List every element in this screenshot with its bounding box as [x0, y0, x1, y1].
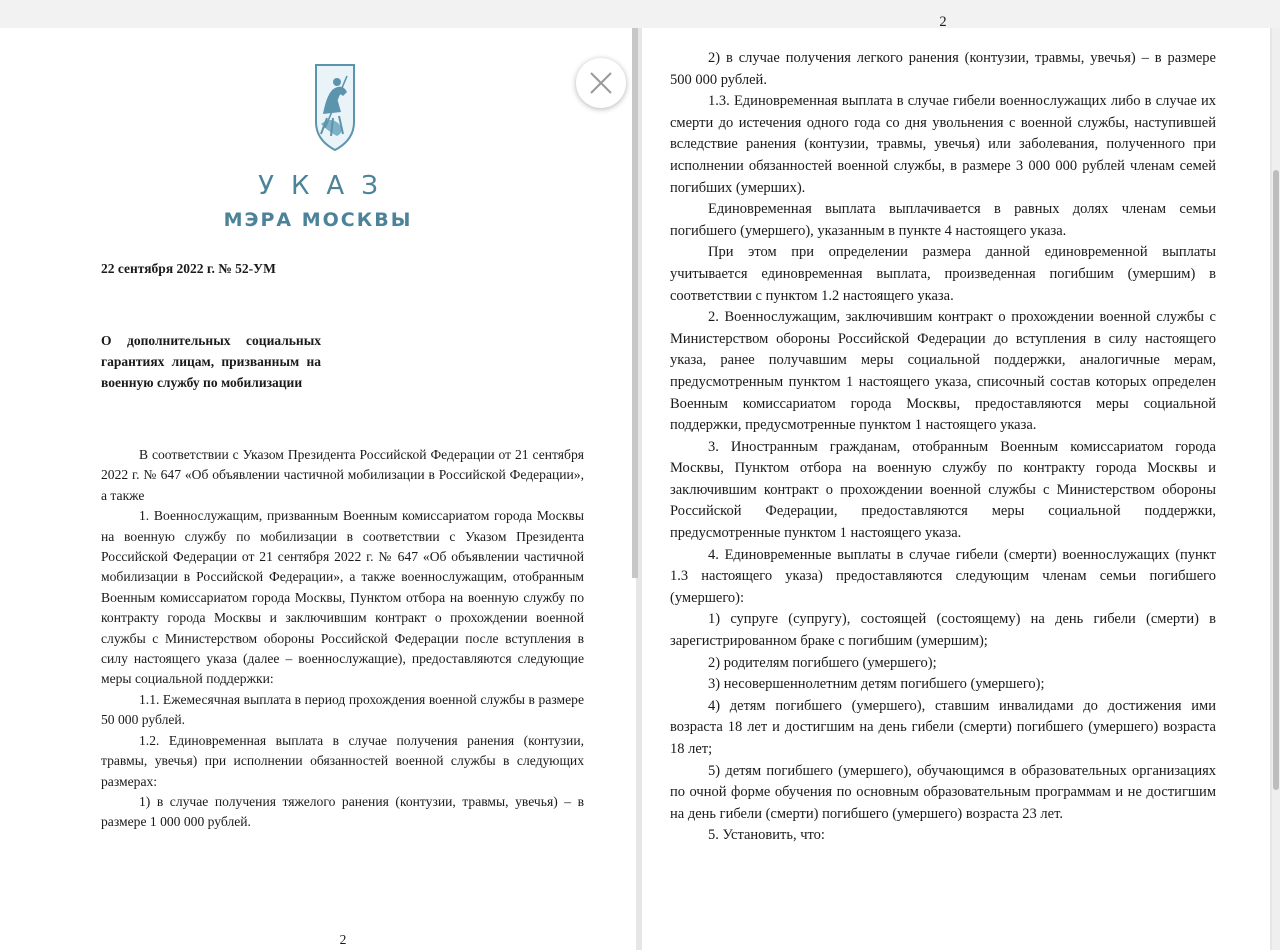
- paragraph: Единовременная выплата выплачивается в равных долях членам семьи погибшего (умершего), указанным в пункте 4 настоящего указа.: [670, 201, 1216, 239]
- paragraph: 1.1. Ежемесячная выплата в период прохождения военной службы в размере 50 000 рублей.: [101, 691, 584, 728]
- paragraph: 3. Иностранным гражданам, отобранным Военным комиссариатом города Москвы, Пунктом отбора на военную службу по контракту города Москвы и заключившим контракт о прохождении военной службы с Министерством обороны Российской Федерации, предоставляются меры социальной поддержки, предусмотренные пунктом 1 настоящего указа.: [670, 438, 1216, 542]
- paragraph: 3) несовершеннолетним детям погибшего (умершего);: [708, 676, 1045, 693]
- close-icon: [588, 70, 614, 96]
- paragraph: 1) в случае получения тяжелого ранения (контузии, травмы, увечья) – в размере 1 000 000 рублей.: [101, 793, 584, 830]
- page-2-body: [670, 48, 1216, 847]
- page-1-body: [101, 445, 584, 833]
- scrollbar-thumb[interactable]: [1273, 170, 1279, 790]
- close-button[interactable]: [576, 58, 626, 108]
- paragraph: 2) в случае получения легкого ранения (контузии, травмы, увечья) – в размере 500 000 рублей.: [670, 50, 1216, 88]
- paragraph: 2) родителям погибшего (умершего);: [708, 654, 937, 671]
- decree-title: УКАЗ: [258, 171, 395, 201]
- paragraph: 1) супруге (супругу), состоящей (состоящему) на день гибели (смерти) в зарегистрированном браке с погибшим (умершим);: [670, 611, 1216, 650]
- paragraph: 1. Военнослужащим, призванным Военным комиссариатом города Москвы на военную службу по мобилизации в соответствии с Указом Президента Российской Федерации от 21 сентября 2022 г. № 647 «Об объявлении частичной мобилизации в Российской Федерации», а также военнослужащим, отобранным Военным комиссариатом города Москвы, Пунктом отбора на военную службу по контракту города Москвы и заключившим контракт о прохождении военной службы с Министерством обороны Российской Федерации после вступления в силу настоящего указа (далее – военнослужащие), предоставляются следующие меры социальной поддержки:: [101, 508, 584, 687]
- decree-date-number: 22 сентября 2022 г. № 52-УМ: [101, 261, 276, 276]
- moscow-crest-icon: [313, 62, 357, 160]
- paragraph: 4. Единовременные выплаты в случае гибели (смерти) военнослужащих (пункт 1.3 настоящего указа) предоставляются следующим членам семьи погибшего (умершего):: [670, 546, 1216, 606]
- page-divider: [632, 28, 638, 578]
- decree-issuer: МЭРА МОСКВЫ: [223, 209, 413, 231]
- page-number-top: 2: [939, 14, 947, 30]
- document-page-1: [0, 28, 636, 950]
- paragraph: 2. Военнослужащим, заключившим контракт о прохождении военной службы с Министерством обороны Российской Федерации до вступления в силу настоящего указа, ранее получавшим меры социальной поддержки, аналогичные мерам, предусмотренным пунктом 1 настоящего указа, списочный состав которых определен Военным комиссариатом города Москвы, предоставляются меры социальной поддержки, предусмотренные пунктом 1 настоящего указа.: [670, 309, 1216, 434]
- page-number-bottom: 2: [339, 932, 347, 947]
- paragraph: 1.2. Единовременная выплата в случае получения ранения (контузии, травмы, увечья) при исполнении обязанностей военной службы в следующих размерах:: [101, 732, 584, 789]
- decree-subject: О дополнительных социальных гарантиях лицам, призванным на военную службу по мобилизации: [101, 333, 321, 390]
- paragraph: 5) детям погибшего (умершего), обучающимся в образовательных организациях по очной форме обучения по основным образовательным программам и не достигшим на день гибели (смерти) погибшего (умершего) возраста 23 лет.: [670, 762, 1216, 822]
- paragraph: 1.3. Единовременная выплата в случае гибели военнослужащих либо в случае их смерти до истечения одного года со дня увольнения с военной службы, наступившей вследствие ранения (контузии, травмы, увечья) или заболевания, полученного при исполнении обязанностей военной службы, в размере 3 000 000 рублей членам семей погибших (умерших).: [670, 93, 1216, 196]
- paragraph: 5. Установить, что:: [708, 827, 825, 844]
- paragraph: При этом при определении размера данной единовременной выплаты учитывается единовременная выплата, произведенная погибшим (умершим) в соответствии с пунктом 1.2 настоящего указа.: [670, 244, 1216, 304]
- paragraph: 4) детям погибшего (умершего), ставшим инвалидами до достижения ими возраста 18 лет и достигшим на день гибели (смерти) погибшего (умершего) возраста 18 лет;: [670, 697, 1216, 757]
- paragraph: В соответствии с Указом Президента Российской Федерации от 21 сентября 2022 г. № 647 «Об объявлении частичной мобилизации в Российской Федерации», а также: [101, 447, 584, 503]
